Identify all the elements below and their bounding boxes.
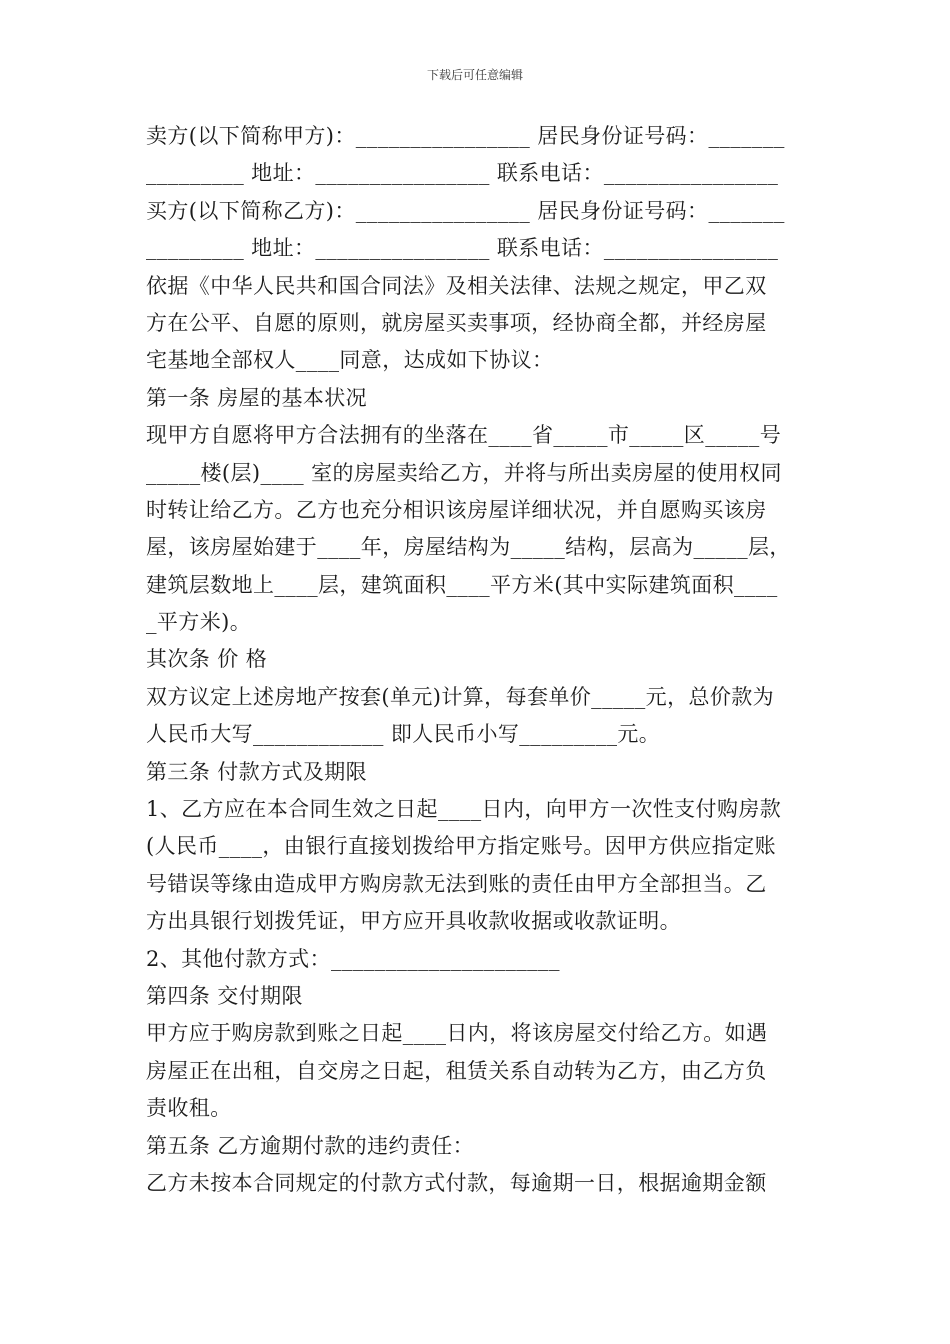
preamble-line-2: 方在公平、自愿的原则，就房屋买卖事项，经协商全都，并经房屋 [146,310,767,335]
article-3-line-3: 号错误等缘由造成甲方购房款无法到账的责任由甲方全部担当。乙 [146,871,767,896]
article-3-line-2: (人民币____，由银行直接划拨给甲方指定账号。因甲方供应指定账 [146,834,776,859]
article-3-line-1: 1、乙方应在本合同生效之日起____日内，向甲方一次性支付购房款 [146,797,782,822]
article-1-line-3: 时转让给乙方。乙方也充分相识该房屋详细状况，并自愿购买该房 [146,497,767,522]
buyer-line-2: _________ 地址：________________ 联系电话：________________ [146,236,779,261]
page-header: 下载后可任意编辑 [426,68,523,82]
article-3-line-4: 方出具银行划拨凭证，甲方应开具收款收据或收款证明。 [146,909,681,934]
preamble-line-3: 宅基地全部权人____同意，达成如下协议： [146,348,554,373]
buyer-line-1: 买方(以下简称乙方)：________________ 居民身份证号码：_______ [146,198,785,223]
article-5-line-1: 乙方未按本合同规定的付款方式付款，每逾期一日，根据逾期金额 [146,1170,767,1195]
article-4-heading: 第四条 交付期限 [146,983,303,1008]
preamble-line-1: 依据《中华人民共和国合同法》及相关法律、法规之规定，甲乙双 [146,273,767,298]
article-4-line-1: 甲方应于购房款到账之日起____日内，将该房屋交付给乙方。如遇 [146,1021,768,1046]
seller-line-2: _________ 地址：________________ 联系电话：________________ [146,161,779,186]
article-3-heading: 第三条 付款方式及期限 [146,759,368,784]
article-2-heading: 其次条 价 格 [146,647,268,672]
article-1-heading: 第一条 房屋的基本状况 [146,385,368,410]
article-2-line-1: 双方议定上述房地产按套(单元)计算，每套单价_____元，总价款为 [146,684,775,709]
seller-line-1: 卖方(以下简称甲方)：________________ 居民身份证号码：_______ [146,124,785,148]
article-4-line-3: 责收租。 [146,1096,232,1121]
article-1-line-2: _____楼(层)____ 室的房屋卖给乙方，并将与所出卖房屋的使用权同 [146,460,782,485]
article-5-heading: 第五条 乙方逾期付款的违约责任： [146,1133,475,1158]
contract-body [146,118,811,1202]
article-2-line-2: 人民币大写____________ 即人民币小写_________元。 [146,722,661,747]
article-1-line-5: 建筑层数地上____层，建筑面积____平方米(其中实际建筑面积____ [146,572,778,597]
article-1-line-6: _平方米)。 [146,610,252,635]
article-3-line-5: 2、其他付款方式：_____________________ [146,946,560,971]
article-4-line-2: 房屋正在出租，自交房之日起，租赁关系自动转为乙方，由乙方负 [146,1058,767,1083]
article-1-line-1: 现甲方自愿将甲方合法拥有的坐落在____省_____市_____区_____号 [146,423,782,448]
article-1-line-4: 屋，该房屋始建于____年，房屋结构为_____结构，层高为_____层， [146,535,791,560]
